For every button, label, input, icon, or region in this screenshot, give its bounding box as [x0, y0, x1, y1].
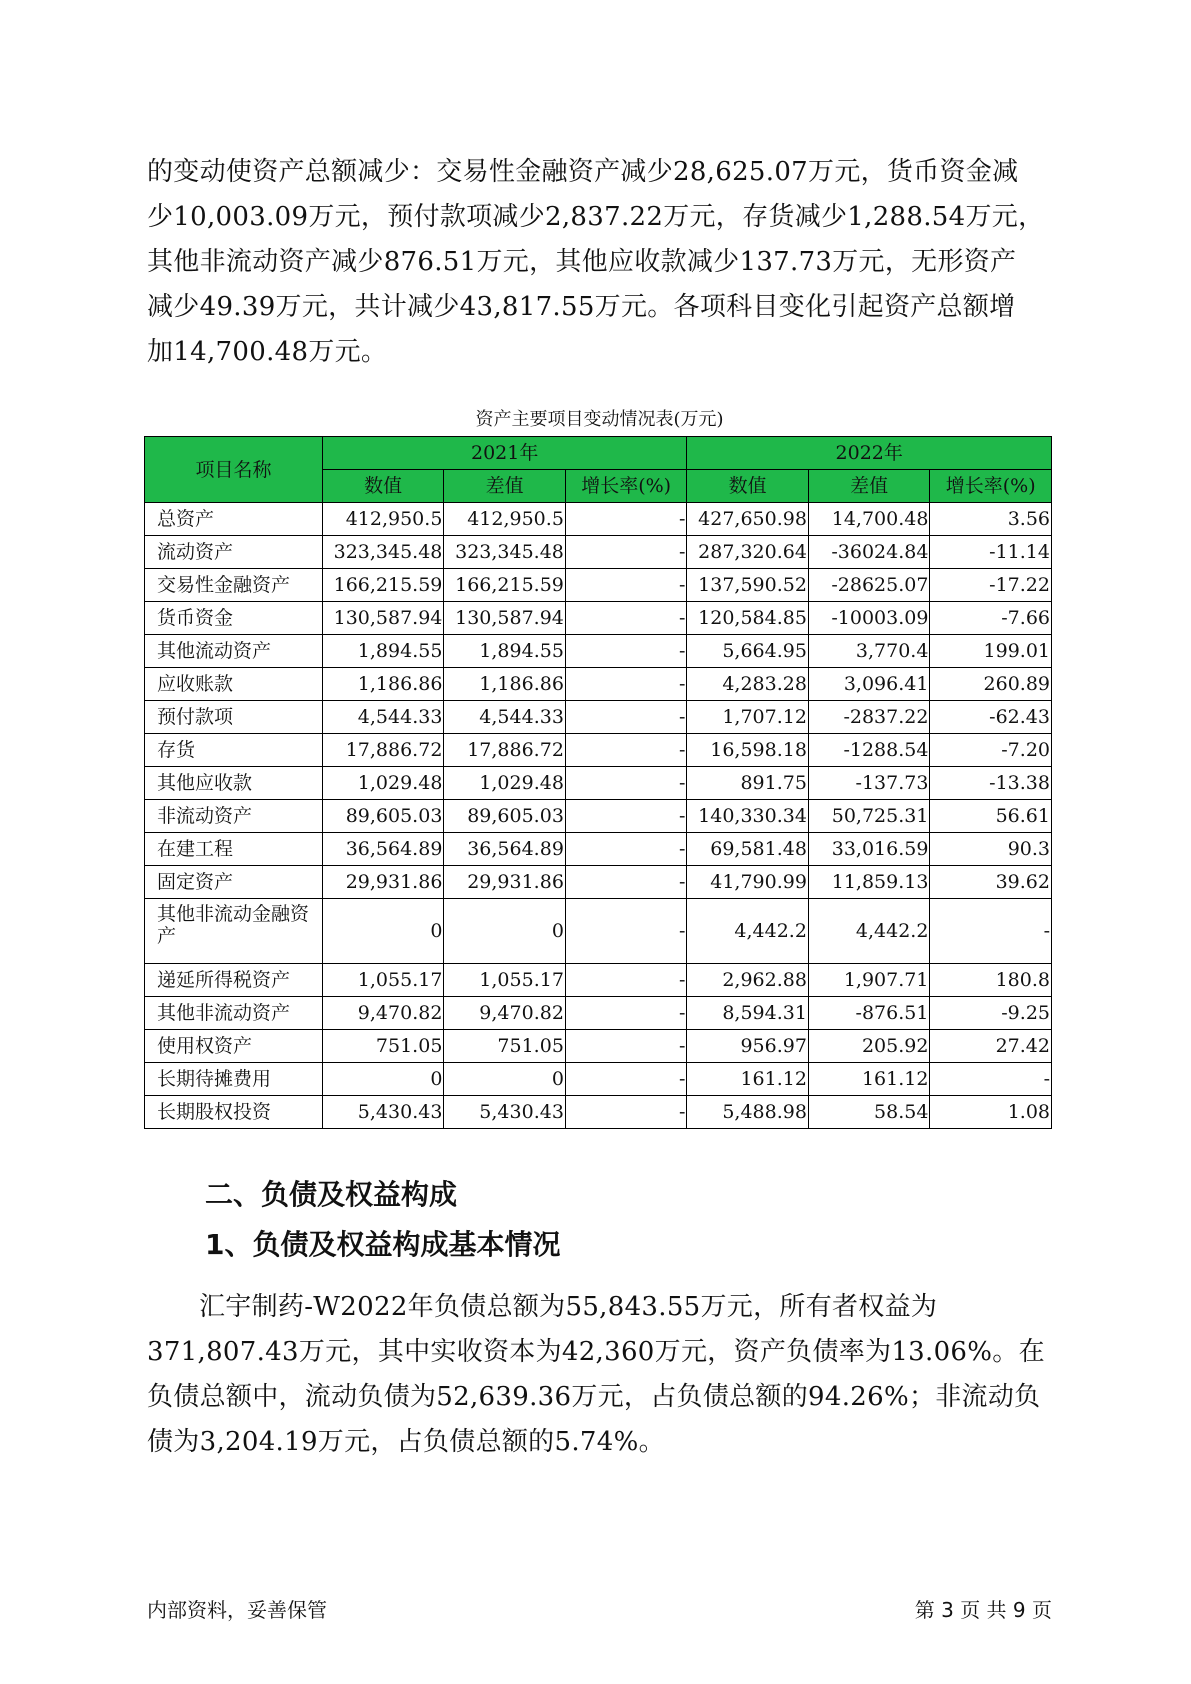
cell-v2: 16,598.18 — [687, 734, 809, 767]
row-item-name: 长期待摊费用 — [145, 1063, 323, 1096]
cell-g2: 180.8 — [930, 964, 1052, 997]
cell-g1: - — [565, 997, 687, 1030]
table-row — [145, 767, 1052, 800]
row-item-name: 递延所得税资产 — [145, 964, 323, 997]
row-item-name: 其他非流动金融资产 — [145, 899, 323, 964]
cell-g2: 39.62 — [930, 866, 1052, 899]
table-row — [145, 635, 1052, 668]
cell-v1: 1,055.17 — [322, 964, 444, 997]
table-row — [145, 701, 1052, 734]
cell-g1: - — [565, 800, 687, 833]
row-item-name: 交易性金融资产 — [145, 569, 323, 602]
text-line: 汇宇制药-W2022年负债总额为55,843.55万元，所有者权益为 — [199, 1292, 938, 1322]
text-line: 加14,700.48万元。 — [147, 337, 388, 367]
table-row — [145, 964, 1052, 997]
cell-v1: 36,564.89 — [322, 833, 444, 866]
cell-d2: 3,096.41 — [808, 668, 930, 701]
cell-v1: 17,886.72 — [322, 734, 444, 767]
cell-d1: 130,587.94 — [444, 602, 566, 635]
cell-v1: 412,950.5 — [322, 503, 444, 536]
row-item-name: 流动资产 — [145, 536, 323, 569]
row-item-name: 其他应收款 — [145, 767, 323, 800]
section-heading: 二、负债及权益构成 — [205, 1178, 458, 1211]
row-item-name: 在建工程 — [145, 833, 323, 866]
cell-d1: 751.05 — [444, 1030, 566, 1063]
cell-v2: 140,330.34 — [687, 800, 809, 833]
cell-g1: - — [565, 866, 687, 899]
cell-d2: 205.92 — [808, 1030, 930, 1063]
cell-g1: - — [565, 701, 687, 734]
table-row — [145, 800, 1052, 833]
table-body — [145, 503, 1052, 1129]
cell-g1: - — [565, 668, 687, 701]
cell-d1: 36,564.89 — [444, 833, 566, 866]
cell-v2: 137,590.52 — [687, 569, 809, 602]
cell-v2: 5,488.98 — [687, 1096, 809, 1129]
row-item-name: 长期股权投资 — [145, 1096, 323, 1129]
cell-d2: 4,442.2 — [808, 899, 930, 964]
cell-v2: 287,320.64 — [687, 536, 809, 569]
cell-d1: 1,029.48 — [444, 767, 566, 800]
cell-v2: 4,442.2 — [687, 899, 809, 964]
footer-page-number: 第 3 页 共 9 页 — [914, 1598, 1052, 1622]
cell-v2: 4,283.28 — [687, 668, 809, 701]
cell-d2: 33,016.59 — [808, 833, 930, 866]
cell-g1: - — [565, 899, 687, 964]
table-caption: 资产主要项目变动情况表(万元) — [475, 409, 724, 430]
cell-d2: -1288.54 — [808, 734, 930, 767]
table-row — [145, 734, 1052, 767]
row-item-name: 应收账款 — [145, 668, 323, 701]
text-line: 减少49.39万元，共计减少43,817.55万元。各项科目变化引起资产总额增 — [147, 292, 1016, 322]
header-year-2021: 2021年 — [322, 437, 687, 470]
table-row — [145, 1096, 1052, 1129]
table-row — [145, 997, 1052, 1030]
header-diff-2021: 差值 — [444, 470, 566, 503]
header-diff-2022: 差值 — [808, 470, 930, 503]
footer-confidential-note: 内部资料，妥善保管 — [147, 1598, 327, 1622]
cell-g2: -62.43 — [930, 701, 1052, 734]
cell-g1: - — [565, 503, 687, 536]
header-year-2022: 2022年 — [687, 437, 1052, 470]
cell-v1: 9,470.82 — [322, 997, 444, 1030]
cell-d1: 0 — [444, 899, 566, 964]
row-item-name: 固定资产 — [145, 866, 323, 899]
row-item-name: 存货 — [145, 734, 323, 767]
cell-d1: 1,894.55 — [444, 635, 566, 668]
cell-g1: - — [565, 964, 687, 997]
cell-d1: 1,186.86 — [444, 668, 566, 701]
text-line: 的变动使资产总额减少：交易性金融资产减少28,625.07万元，货币资金减 — [147, 157, 1019, 187]
header-item-name: 项目名称 — [145, 437, 323, 503]
cell-d1: 0 — [444, 1063, 566, 1096]
cell-v1: 323,345.48 — [322, 536, 444, 569]
table-row — [145, 1063, 1052, 1096]
cell-g2: 3.56 — [930, 503, 1052, 536]
cell-v2: 891.75 — [687, 767, 809, 800]
cell-d1: 1,055.17 — [444, 964, 566, 997]
cell-d2: 1,907.71 — [808, 964, 930, 997]
cell-d1: 9,470.82 — [444, 997, 566, 1030]
cell-v2: 2,962.88 — [687, 964, 809, 997]
cell-v2: 120,584.85 — [687, 602, 809, 635]
cell-v1: 1,894.55 — [322, 635, 444, 668]
paragraph-asset-changes — [147, 150, 1045, 375]
cell-g1: - — [565, 734, 687, 767]
table-row — [145, 833, 1052, 866]
cell-g1: - — [565, 602, 687, 635]
cell-d2: 14,700.48 — [808, 503, 930, 536]
cell-g2: -13.38 — [930, 767, 1052, 800]
cell-v2: 41,790.99 — [687, 866, 809, 899]
cell-g1: - — [565, 536, 687, 569]
row-item-name: 其他流动资产 — [145, 635, 323, 668]
cell-d2: 58.54 — [808, 1096, 930, 1129]
cell-g1: - — [565, 1096, 687, 1129]
cell-g2: -7.20 — [930, 734, 1052, 767]
row-item-name: 预付款项 — [145, 701, 323, 734]
cell-d2: 3,770.4 — [808, 635, 930, 668]
row-item-name: 非流动资产 — [145, 800, 323, 833]
subsection-heading: 1、负债及权益构成基本情况 — [205, 1228, 561, 1261]
cell-v2: 5,664.95 — [687, 635, 809, 668]
cell-v1: 0 — [322, 1063, 444, 1096]
cell-g2: -9.25 — [930, 997, 1052, 1030]
cell-g2: -11.14 — [930, 536, 1052, 569]
cell-d2: -10003.09 — [808, 602, 930, 635]
cell-d2: 50,725.31 — [808, 800, 930, 833]
cell-d2: 11,859.13 — [808, 866, 930, 899]
cell-d1: 323,345.48 — [444, 536, 566, 569]
cell-g1: - — [565, 1030, 687, 1063]
table-row — [145, 602, 1052, 635]
cell-v2: 8,594.31 — [687, 997, 809, 1030]
cell-v2: 1,707.12 — [687, 701, 809, 734]
row-item-name: 总资产 — [145, 503, 323, 536]
cell-g2: 1.08 — [930, 1096, 1052, 1129]
text-line: 负债总额中，流动负债为52,639.36万元，占负债总额的94.26%；非流动负 — [147, 1382, 1041, 1412]
cell-d2: 161.12 — [808, 1063, 930, 1096]
cell-d2: -28625.07 — [808, 569, 930, 602]
table-row — [145, 1030, 1052, 1063]
header-growth-2021: 增长率(%) — [565, 470, 687, 503]
table-row — [145, 569, 1052, 602]
cell-v2: 69,581.48 — [687, 833, 809, 866]
cell-v1: 29,931.86 — [322, 866, 444, 899]
cell-g2: 27.42 — [930, 1030, 1052, 1063]
table-row — [145, 668, 1052, 701]
cell-d2: -137.73 — [808, 767, 930, 800]
cell-g2: - — [930, 1063, 1052, 1096]
text-line: 债为3,204.19万元，占负债总额的5.74%。 — [147, 1427, 665, 1457]
table-row — [145, 899, 1052, 964]
asset-changes-table — [144, 436, 1052, 1129]
header-value-2021: 数值 — [322, 470, 444, 503]
cell-d2: -2837.22 — [808, 701, 930, 734]
cell-v1: 751.05 — [322, 1030, 444, 1063]
cell-d1: 4,544.33 — [444, 701, 566, 734]
cell-v2: 161.12 — [687, 1063, 809, 1096]
cell-g1: - — [565, 569, 687, 602]
cell-g2: -17.22 — [930, 569, 1052, 602]
table-row — [145, 503, 1052, 536]
cell-v1: 130,587.94 — [322, 602, 444, 635]
cell-v2: 956.97 — [687, 1030, 809, 1063]
table-row — [145, 866, 1052, 899]
cell-v2: 427,650.98 — [687, 503, 809, 536]
cell-v1: 4,544.33 — [322, 701, 444, 734]
cell-d1: 89,605.03 — [444, 800, 566, 833]
cell-v1: 1,186.86 — [322, 668, 444, 701]
cell-d2: -36024.84 — [808, 536, 930, 569]
cell-g2: 56.61 — [930, 800, 1052, 833]
cell-v1: 0 — [322, 899, 444, 964]
cell-g1: - — [565, 1063, 687, 1096]
cell-d2: -876.51 — [808, 997, 930, 1030]
cell-g1: - — [565, 767, 687, 800]
cell-v1: 166,215.59 — [322, 569, 444, 602]
text-line: 其他非流动资产减少876.51万元，其他应收款减少137.73万元，无形资产 — [147, 247, 1017, 277]
cell-d1: 17,886.72 — [444, 734, 566, 767]
cell-g1: - — [565, 833, 687, 866]
row-item-name: 使用权资产 — [145, 1030, 323, 1063]
cell-d1: 29,931.86 — [444, 866, 566, 899]
cell-g2: - — [930, 899, 1052, 964]
row-item-name: 其他非流动资产 — [145, 997, 323, 1030]
cell-v1: 1,029.48 — [322, 767, 444, 800]
cell-d1: 412,950.5 — [444, 503, 566, 536]
cell-g1: - — [565, 635, 687, 668]
cell-d1: 166,215.59 — [444, 569, 566, 602]
cell-g2: 260.89 — [930, 668, 1052, 701]
header-value-2022: 数值 — [687, 470, 809, 503]
cell-v1: 5,430.43 — [322, 1096, 444, 1129]
cell-g2: -7.66 — [930, 602, 1052, 635]
row-item-name: 货币资金 — [145, 602, 323, 635]
text-line: 371,807.43万元，其中实收资本为42,360万元，资产负债率为13.06%。在 — [147, 1337, 1045, 1367]
cell-g2: 199.01 — [930, 635, 1052, 668]
cell-v1: 89,605.03 — [322, 800, 444, 833]
text-line: 少10,003.09万元，预付款项减少2,837.22万元，存货减少1,288.54万元， — [147, 202, 1045, 232]
cell-d1: 5,430.43 — [444, 1096, 566, 1129]
table-row — [145, 536, 1052, 569]
paragraph-liabilities — [147, 1285, 1045, 1465]
header-growth-2022: 增长率(%) — [930, 470, 1052, 503]
cell-g2: 90.3 — [930, 833, 1052, 866]
